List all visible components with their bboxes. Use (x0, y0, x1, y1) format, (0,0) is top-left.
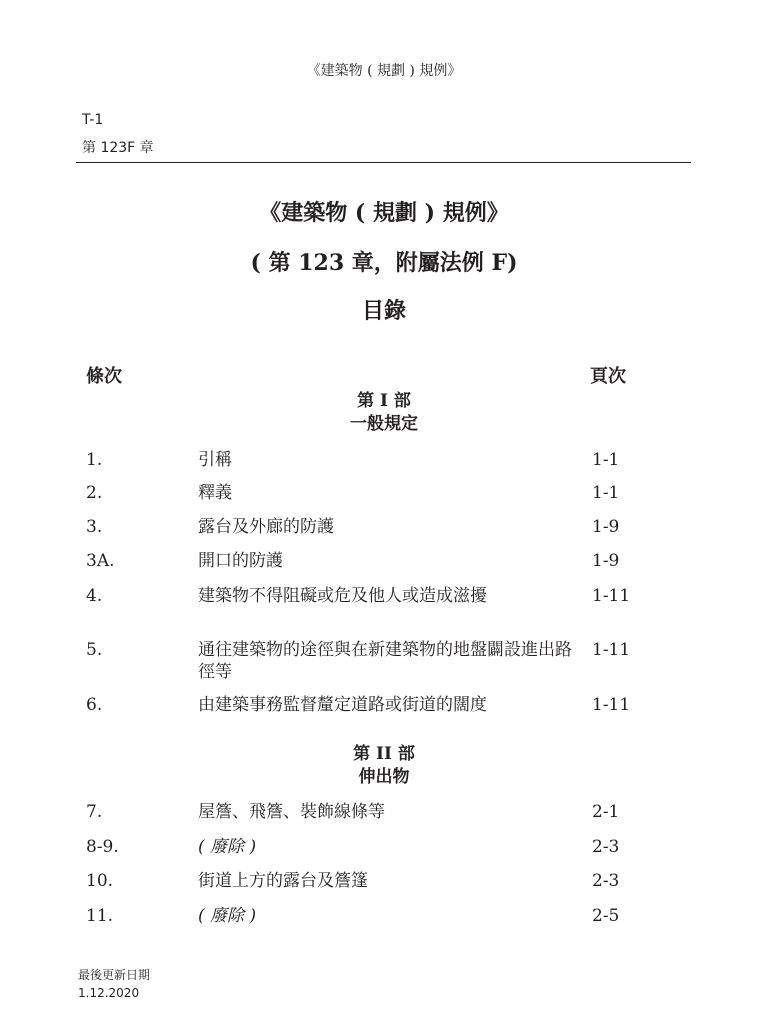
section-number: 4. (86, 586, 103, 606)
page-number: 1-1 (592, 483, 620, 503)
section-title: 露台及外廊的防護 (198, 517, 334, 537)
header-rule (76, 162, 691, 163)
part-1-label: 第 I 部 (357, 391, 411, 411)
section-title: 開口的防護 (198, 551, 283, 571)
page-number: 1-11 (592, 695, 631, 715)
section-number: 10. (86, 871, 114, 891)
page-number: 2-1 (592, 802, 620, 822)
section-title: 屋簷、飛簷、裝飾線條等 (198, 802, 385, 822)
page-column-header: 頁次 (590, 366, 626, 387)
page-number: 1-11 (592, 640, 631, 660)
last-updated-label: 最後更新日期 (78, 968, 151, 982)
section-title: 釋義 (198, 483, 232, 503)
page-number: 2-3 (592, 837, 620, 857)
page-number: 1-9 (592, 517, 620, 537)
document-subtitle: ( 第 123 章，附屬法例 F) (250, 250, 518, 276)
running-header: 《建築物 ( 規劃 ) 規例》 (306, 63, 462, 79)
section-title-repealed: ( 廢除 ) (198, 906, 257, 926)
section-number: 5. (86, 640, 103, 660)
section-number: 6. (86, 695, 103, 715)
page-code: T-1 (82, 112, 104, 128)
section-title-repealed: ( 廢除 ) (198, 837, 257, 857)
section-number: 2. (86, 483, 103, 503)
section-title: 引稱 (198, 450, 232, 470)
section-title: 街道上方的露台及簷篷 (198, 871, 368, 891)
section-number: 3. (86, 517, 103, 537)
part-2-label: 第 II 部 (353, 744, 415, 764)
section-number: 7. (86, 802, 103, 822)
section-number: 11. (86, 906, 114, 926)
part-2-name: 伸出物 (358, 767, 410, 787)
section-number: 1. (86, 450, 103, 470)
page-number: 2-5 (592, 906, 620, 926)
last-updated-date: 1.12.2020 (78, 986, 140, 1000)
section-column-header: 條次 (86, 366, 122, 387)
section-title: 通往建築物的途徑與在新建築物的地盤闢設進出路徑等 (198, 640, 572, 682)
section-title: 由建築事務監督釐定道路或街道的闊度 (198, 695, 487, 715)
document-title: 《建築物 ( 規劃 ) 規例》 (259, 200, 509, 226)
section-title: 建築物不得阻礙或危及他人或造成滋擾 (198, 586, 487, 606)
section-number: 8-9. (86, 837, 119, 857)
page-number: 1-9 (592, 551, 620, 571)
page-number: 2-3 (592, 871, 620, 891)
section-number: 3A. (86, 551, 115, 571)
page-number: 1-1 (592, 450, 620, 470)
page-number: 1-11 (592, 586, 631, 606)
part-1-name: 一般規定 (350, 414, 418, 434)
contents-heading: 目錄 (361, 298, 406, 324)
chapter-code: 第 123F 章 (82, 140, 154, 156)
